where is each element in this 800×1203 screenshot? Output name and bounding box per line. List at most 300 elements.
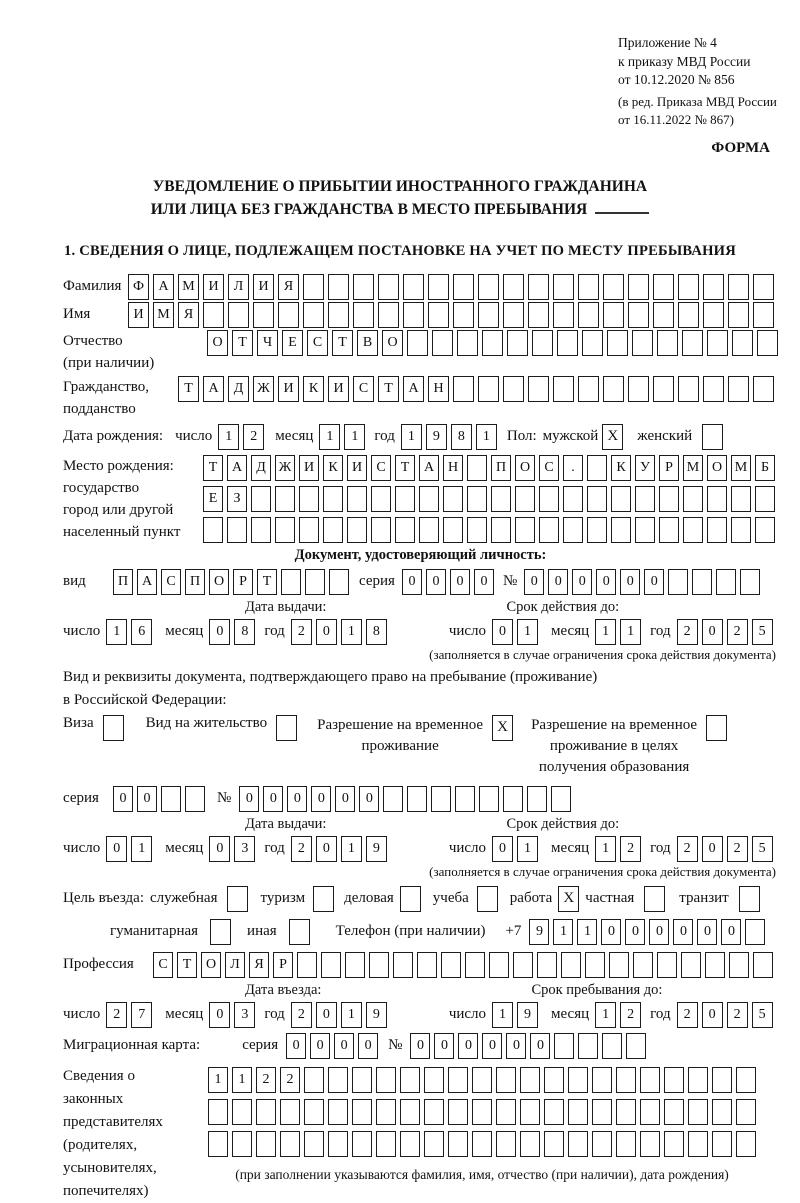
sex-female-checkbox[interactable] xyxy=(702,424,723,450)
stay-year-cell[interactable]: 5 xyxy=(752,1002,773,1028)
name-cell[interactable]: Я xyxy=(178,302,199,328)
permit-issue-year-cell[interactable]: 9 xyxy=(366,836,387,862)
representative-cell[interactable] xyxy=(592,1131,612,1157)
permit-valid-year-cell[interactable]: 0 xyxy=(702,836,723,862)
permit-series-cell[interactable] xyxy=(185,786,205,812)
id-valid-month-cell[interactable]: 1 xyxy=(595,619,616,645)
id-issue-year-cell[interactable]: 1 xyxy=(341,619,362,645)
sex-male-checkbox[interactable]: X xyxy=(602,424,623,450)
mig-number-cell[interactable]: 0 xyxy=(410,1033,430,1059)
citizenship-cell[interactable]: К xyxy=(303,376,324,402)
birth-year-cell[interactable]: 8 xyxy=(451,424,472,450)
citizenship-cell[interactable]: А xyxy=(403,376,424,402)
phone-cell[interactable]: 1 xyxy=(553,919,573,945)
stay-year-cell[interactable]: 2 xyxy=(727,1002,748,1028)
phone-cell[interactable] xyxy=(745,919,765,945)
doc-type-cell[interactable]: П xyxy=(113,569,133,595)
birth-place-cell[interactable] xyxy=(683,517,703,543)
patronymic-cell[interactable] xyxy=(657,330,678,356)
temp-permit-checkbox[interactable]: X xyxy=(492,715,513,741)
birth-place-cell[interactable] xyxy=(467,455,487,481)
surname-cell[interactable] xyxy=(528,274,549,300)
id-number-cell[interactable]: 0 xyxy=(596,569,616,595)
doc-type-cell[interactable] xyxy=(281,569,301,595)
representative-cell[interactable] xyxy=(304,1131,324,1157)
name-cell[interactable] xyxy=(753,302,774,328)
surname-cell[interactable] xyxy=(353,274,374,300)
birth-place-cell[interactable] xyxy=(395,486,415,512)
surname-cell[interactable] xyxy=(603,274,624,300)
doc-type-cell[interactable]: П xyxy=(185,569,205,595)
representative-cell[interactable] xyxy=(328,1067,348,1093)
birth-place-cell[interactable] xyxy=(635,517,655,543)
id-number-cell[interactable]: 0 xyxy=(572,569,592,595)
residence-permit-checkbox[interactable] xyxy=(276,715,297,741)
representative-cell[interactable] xyxy=(448,1099,468,1125)
stay-month-cell[interactable]: 2 xyxy=(620,1002,641,1028)
birth-place-cell[interactable]: М xyxy=(683,455,703,481)
birth-place-cell[interactable] xyxy=(707,486,727,512)
profession-cell[interactable] xyxy=(633,952,653,978)
surname-cell[interactable] xyxy=(553,274,574,300)
birth-place-cell[interactable] xyxy=(587,486,607,512)
citizenship-cell[interactable]: Т xyxy=(178,376,199,402)
profession-cell[interactable] xyxy=(489,952,509,978)
citizenship-cell[interactable]: А xyxy=(203,376,224,402)
entry-month-cell[interactable]: 3 xyxy=(234,1002,255,1028)
representative-cell[interactable] xyxy=(568,1099,588,1125)
profession-cell[interactable] xyxy=(441,952,461,978)
representative-cell[interactable] xyxy=(328,1099,348,1125)
surname-cell[interactable] xyxy=(403,274,424,300)
permit-number-cell[interactable]: 0 xyxy=(311,786,331,812)
purpose-work-checkbox[interactable]: X xyxy=(558,886,579,912)
representative-cell[interactable] xyxy=(736,1067,756,1093)
citizenship-cell[interactable] xyxy=(528,376,549,402)
id-number-cell[interactable]: 0 xyxy=(524,569,544,595)
surname-cell[interactable]: И xyxy=(203,274,224,300)
mig-series-cell[interactable]: 0 xyxy=(286,1033,306,1059)
profession-cell[interactable] xyxy=(393,952,413,978)
representative-cell[interactable] xyxy=(568,1131,588,1157)
representative-cell[interactable]: 2 xyxy=(256,1067,276,1093)
name-cell[interactable] xyxy=(728,302,749,328)
name-cell[interactable] xyxy=(353,302,374,328)
patronymic-cell[interactable]: С xyxy=(307,330,328,356)
representative-cell[interactable] xyxy=(352,1099,372,1125)
representative-cell[interactable] xyxy=(376,1067,396,1093)
entry-year-cell[interactable]: 0 xyxy=(316,1002,337,1028)
patronymic-cell[interactable]: В xyxy=(357,330,378,356)
birth-place-cell[interactable]: О xyxy=(515,455,535,481)
name-cell[interactable] xyxy=(328,302,349,328)
permit-issue-month-cell[interactable]: 0 xyxy=(209,836,230,862)
name-cell[interactable] xyxy=(453,302,474,328)
birth-place-cell[interactable]: И xyxy=(347,455,367,481)
entry-day-cell[interactable]: 2 xyxy=(106,1002,127,1028)
stay-month-cell[interactable]: 1 xyxy=(595,1002,616,1028)
patronymic-cell[interactable] xyxy=(582,330,603,356)
mig-series-cell[interactable]: 0 xyxy=(334,1033,354,1059)
id-valid-year-cell[interactable]: 5 xyxy=(752,619,773,645)
birth-place-cell[interactable] xyxy=(371,486,391,512)
name-cell[interactable] xyxy=(228,302,249,328)
birth-place-cell[interactable] xyxy=(347,486,367,512)
name-cell[interactable] xyxy=(678,302,699,328)
birth-place-cell[interactable] xyxy=(707,517,727,543)
phone-cell[interactable]: 9 xyxy=(529,919,549,945)
profession-cell[interactable] xyxy=(417,952,437,978)
patronymic-cell[interactable] xyxy=(707,330,728,356)
permit-issue-day-cell[interactable]: 0 xyxy=(106,836,127,862)
citizenship-cell[interactable] xyxy=(628,376,649,402)
name-cell[interactable] xyxy=(653,302,674,328)
profession-cell[interactable] xyxy=(561,952,581,978)
birth-place-cell[interactable] xyxy=(659,517,679,543)
profession-cell[interactable] xyxy=(345,952,365,978)
id-number-cell[interactable]: 0 xyxy=(620,569,640,595)
id-series-cell[interactable]: 0 xyxy=(426,569,446,595)
id-valid-month-cell[interactable]: 1 xyxy=(620,619,641,645)
permit-issue-year-cell[interactable]: 2 xyxy=(291,836,312,862)
purpose-official-checkbox[interactable] xyxy=(227,886,248,912)
patronymic-cell[interactable] xyxy=(557,330,578,356)
birth-day-cell[interactable]: 2 xyxy=(243,424,264,450)
surname-cell[interactable]: И xyxy=(253,274,274,300)
permit-valid-year-cell[interactable]: 2 xyxy=(677,836,698,862)
phone-cell[interactable]: 0 xyxy=(649,919,669,945)
citizenship-cell[interactable]: Н xyxy=(428,376,449,402)
citizenship-cell[interactable] xyxy=(653,376,674,402)
id-valid-day-cell[interactable]: 0 xyxy=(492,619,513,645)
profession-cell[interactable]: Я xyxy=(249,952,269,978)
name-cell[interactable] xyxy=(303,302,324,328)
profession-cell[interactable] xyxy=(465,952,485,978)
name-cell[interactable] xyxy=(203,302,224,328)
permit-number-cell[interactable]: 0 xyxy=(239,786,259,812)
permit-number-cell[interactable] xyxy=(431,786,451,812)
patronymic-cell[interactable] xyxy=(407,330,428,356)
birth-place-cell[interactable] xyxy=(515,486,535,512)
mig-number-cell[interactable] xyxy=(578,1033,598,1059)
mig-series-cell[interactable]: 0 xyxy=(310,1033,330,1059)
name-cell[interactable]: И xyxy=(128,302,149,328)
representative-cell[interactable] xyxy=(472,1067,492,1093)
surname-cell[interactable] xyxy=(428,274,449,300)
profession-cell[interactable]: О xyxy=(201,952,221,978)
representative-cell[interactable] xyxy=(736,1131,756,1157)
permit-number-cell[interactable] xyxy=(407,786,427,812)
surname-cell[interactable] xyxy=(478,274,499,300)
representative-cell[interactable] xyxy=(688,1131,708,1157)
citizenship-cell[interactable]: Т xyxy=(378,376,399,402)
birth-place-cell[interactable]: Ж xyxy=(275,455,295,481)
citizenship-cell[interactable]: И xyxy=(278,376,299,402)
entry-day-cell[interactable]: 7 xyxy=(131,1002,152,1028)
representative-cell[interactable] xyxy=(664,1067,684,1093)
permit-series-cell[interactable]: 0 xyxy=(113,786,133,812)
representative-cell[interactable] xyxy=(256,1099,276,1125)
mig-number-cell[interactable] xyxy=(602,1033,622,1059)
representative-cell[interactable] xyxy=(376,1099,396,1125)
representative-cell[interactable] xyxy=(520,1131,540,1157)
profession-cell[interactable] xyxy=(681,952,701,978)
birth-month-cell[interactable]: 1 xyxy=(344,424,365,450)
citizenship-cell[interactable]: С xyxy=(353,376,374,402)
id-issue-year-cell[interactable]: 0 xyxy=(316,619,337,645)
id-issue-day-cell[interactable]: 1 xyxy=(106,619,127,645)
profession-cell[interactable] xyxy=(513,952,533,978)
purpose-private-checkbox[interactable] xyxy=(644,886,665,912)
surname-cell[interactable] xyxy=(753,274,774,300)
representative-cell[interactable] xyxy=(424,1067,444,1093)
representative-cell[interactable] xyxy=(712,1131,732,1157)
birth-place-cell[interactable] xyxy=(227,517,247,543)
patronymic-cell[interactable] xyxy=(632,330,653,356)
stay-year-cell[interactable]: 0 xyxy=(702,1002,723,1028)
profession-cell[interactable] xyxy=(321,952,341,978)
permit-number-cell[interactable] xyxy=(503,786,523,812)
patronymic-cell[interactable] xyxy=(432,330,453,356)
id-valid-year-cell[interactable]: 2 xyxy=(677,619,698,645)
birth-place-cell[interactable] xyxy=(755,486,775,512)
birth-place-cell[interactable] xyxy=(731,517,751,543)
purpose-study-checkbox[interactable] xyxy=(477,886,498,912)
doc-type-cell[interactable]: О xyxy=(209,569,229,595)
permit-valid-day-cell[interactable]: 0 xyxy=(492,836,513,862)
surname-cell[interactable] xyxy=(328,274,349,300)
name-cell[interactable] xyxy=(578,302,599,328)
permit-valid-day-cell[interactable]: 1 xyxy=(517,836,538,862)
birth-place-cell[interactable]: Д xyxy=(251,455,271,481)
profession-cell[interactable] xyxy=(297,952,317,978)
patronymic-cell[interactable]: Т xyxy=(332,330,353,356)
citizenship-cell[interactable] xyxy=(603,376,624,402)
patronymic-cell[interactable]: Ч xyxy=(257,330,278,356)
birth-place-cell[interactable] xyxy=(323,517,343,543)
entry-year-cell[interactable]: 1 xyxy=(341,1002,362,1028)
name-cell[interactable] xyxy=(378,302,399,328)
permit-valid-year-cell[interactable]: 5 xyxy=(752,836,773,862)
surname-cell[interactable]: М xyxy=(178,274,199,300)
representative-cell[interactable] xyxy=(496,1099,516,1125)
representative-cell[interactable] xyxy=(376,1131,396,1157)
mig-number-cell[interactable]: 0 xyxy=(482,1033,502,1059)
id-issue-year-cell[interactable]: 8 xyxy=(366,619,387,645)
profession-cell[interactable] xyxy=(705,952,725,978)
birth-year-cell[interactable]: 1 xyxy=(401,424,422,450)
citizenship-cell[interactable] xyxy=(503,376,524,402)
birth-place-cell[interactable] xyxy=(275,517,295,543)
citizenship-cell[interactable] xyxy=(728,376,749,402)
permit-issue-year-cell[interactable]: 0 xyxy=(316,836,337,862)
birth-place-cell[interactable] xyxy=(299,486,319,512)
citizenship-cell[interactable] xyxy=(553,376,574,402)
permit-series-cell[interactable]: 0 xyxy=(137,786,157,812)
doc-type-cell[interactable]: Т xyxy=(257,569,277,595)
representative-cell[interactable] xyxy=(208,1099,228,1125)
birth-place-cell[interactable] xyxy=(611,517,631,543)
birth-place-cell[interactable] xyxy=(275,486,295,512)
permit-number-cell[interactable] xyxy=(455,786,475,812)
profession-cell[interactable] xyxy=(609,952,629,978)
entry-year-cell[interactable]: 2 xyxy=(291,1002,312,1028)
surname-cell[interactable]: Я xyxy=(278,274,299,300)
birth-place-cell[interactable] xyxy=(731,486,751,512)
representative-cell[interactable] xyxy=(424,1131,444,1157)
permit-number-cell[interactable]: 0 xyxy=(359,786,379,812)
birth-place-cell[interactable] xyxy=(395,517,415,543)
representative-cell[interactable] xyxy=(208,1131,228,1157)
profession-cell[interactable] xyxy=(753,952,773,978)
patronymic-cell[interactable] xyxy=(682,330,703,356)
doc-type-cell[interactable]: Р xyxy=(233,569,253,595)
mig-series-cell[interactable]: 0 xyxy=(358,1033,378,1059)
surname-cell[interactable] xyxy=(628,274,649,300)
id-valid-year-cell[interactable]: 2 xyxy=(727,619,748,645)
id-issue-month-cell[interactable]: 0 xyxy=(209,619,230,645)
birth-place-cell[interactable]: С xyxy=(539,455,559,481)
birth-month-cell[interactable]: 1 xyxy=(319,424,340,450)
patronymic-cell[interactable]: Е xyxy=(282,330,303,356)
visa-checkbox[interactable] xyxy=(103,715,124,741)
citizenship-cell[interactable] xyxy=(478,376,499,402)
purpose-tourism-checkbox[interactable] xyxy=(313,886,334,912)
surname-cell[interactable] xyxy=(703,274,724,300)
representative-cell[interactable] xyxy=(520,1067,540,1093)
representative-cell[interactable] xyxy=(520,1099,540,1125)
birth-place-cell[interactable] xyxy=(419,517,439,543)
representative-cell[interactable]: 2 xyxy=(280,1067,300,1093)
surname-cell[interactable] xyxy=(503,274,524,300)
id-series-cell[interactable]: 0 xyxy=(474,569,494,595)
purpose-transit-checkbox[interactable] xyxy=(739,886,760,912)
birth-place-cell[interactable]: Е xyxy=(203,486,223,512)
permit-number-cell[interactable] xyxy=(527,786,547,812)
representative-cell[interactable] xyxy=(232,1099,252,1125)
patronymic-cell[interactable] xyxy=(532,330,553,356)
permit-number-cell[interactable] xyxy=(551,786,571,812)
birth-year-cell[interactable]: 1 xyxy=(476,424,497,450)
citizenship-cell[interactable] xyxy=(453,376,474,402)
stay-year-cell[interactable]: 2 xyxy=(677,1002,698,1028)
birth-place-cell[interactable]: . xyxy=(563,455,583,481)
birth-place-cell[interactable]: Б xyxy=(755,455,775,481)
representative-cell[interactable]: 1 xyxy=(232,1067,252,1093)
surname-cell[interactable] xyxy=(653,274,674,300)
representative-cell[interactable] xyxy=(592,1099,612,1125)
permit-issue-year-cell[interactable]: 1 xyxy=(341,836,362,862)
profession-cell[interactable] xyxy=(657,952,677,978)
doc-type-cell[interactable] xyxy=(305,569,325,595)
id-valid-day-cell[interactable]: 1 xyxy=(517,619,538,645)
birth-day-cell[interactable]: 1 xyxy=(218,424,239,450)
representative-cell[interactable] xyxy=(616,1067,636,1093)
birth-place-cell[interactable] xyxy=(683,486,703,512)
id-issue-month-cell[interactable]: 8 xyxy=(234,619,255,645)
profession-cell[interactable] xyxy=(729,952,749,978)
surname-cell[interactable]: А xyxy=(153,274,174,300)
representative-cell[interactable] xyxy=(544,1067,564,1093)
permit-number-cell[interactable] xyxy=(383,786,403,812)
representative-cell[interactable] xyxy=(304,1067,324,1093)
representative-cell[interactable] xyxy=(400,1067,420,1093)
mig-number-cell[interactable]: 0 xyxy=(530,1033,550,1059)
representative-cell[interactable] xyxy=(400,1131,420,1157)
representative-cell[interactable] xyxy=(616,1131,636,1157)
name-cell[interactable] xyxy=(628,302,649,328)
surname-cell[interactable] xyxy=(578,274,599,300)
purpose-humanitarian-checkbox[interactable] xyxy=(210,919,231,945)
id-series-cell[interactable]: 0 xyxy=(402,569,422,595)
name-cell[interactable] xyxy=(478,302,499,328)
id-number-cell[interactable] xyxy=(740,569,760,595)
birth-place-cell[interactable]: А xyxy=(419,455,439,481)
representative-cell[interactable] xyxy=(688,1067,708,1093)
birth-place-cell[interactable]: М xyxy=(731,455,751,481)
id-issue-day-cell[interactable]: 6 xyxy=(131,619,152,645)
citizenship-cell[interactable] xyxy=(753,376,774,402)
birth-place-cell[interactable] xyxy=(611,486,631,512)
birth-place-cell[interactable] xyxy=(467,486,487,512)
birth-place-cell[interactable] xyxy=(299,517,319,543)
birth-place-cell[interactable] xyxy=(491,486,511,512)
permit-number-cell[interactable]: 0 xyxy=(335,786,355,812)
id-valid-year-cell[interactable]: 0 xyxy=(702,619,723,645)
mig-number-cell[interactable]: 0 xyxy=(434,1033,454,1059)
purpose-business-checkbox[interactable] xyxy=(400,886,421,912)
permit-number-cell[interactable]: 0 xyxy=(263,786,283,812)
representative-cell[interactable] xyxy=(664,1099,684,1125)
birth-place-cell[interactable] xyxy=(251,517,271,543)
birth-place-cell[interactable] xyxy=(443,517,463,543)
birth-place-cell[interactable] xyxy=(515,517,535,543)
representative-cell[interactable] xyxy=(496,1067,516,1093)
phone-cell[interactable]: 0 xyxy=(721,919,741,945)
representative-cell[interactable] xyxy=(352,1131,372,1157)
mig-number-cell[interactable] xyxy=(554,1033,574,1059)
name-cell[interactable] xyxy=(603,302,624,328)
birth-place-cell[interactable] xyxy=(203,517,223,543)
birth-year-cell[interactable]: 9 xyxy=(426,424,447,450)
patronymic-cell[interactable]: О xyxy=(382,330,403,356)
id-number-cell[interactable] xyxy=(692,569,712,595)
birth-place-cell[interactable]: К xyxy=(611,455,631,481)
representative-cell[interactable] xyxy=(712,1067,732,1093)
citizenship-cell[interactable]: Д xyxy=(228,376,249,402)
id-number-cell[interactable] xyxy=(668,569,688,595)
birth-place-cell[interactable]: Т xyxy=(395,455,415,481)
representative-cell[interactable] xyxy=(592,1067,612,1093)
permit-series-cell[interactable] xyxy=(161,786,181,812)
representative-cell[interactable] xyxy=(544,1131,564,1157)
id-number-cell[interactable]: 0 xyxy=(644,569,664,595)
name-cell[interactable] xyxy=(528,302,549,328)
surname-cell[interactable]: Ф xyxy=(128,274,149,300)
birth-place-cell[interactable] xyxy=(587,455,607,481)
patronymic-cell[interactable] xyxy=(607,330,628,356)
birth-place-cell[interactable] xyxy=(659,486,679,512)
surname-cell[interactable]: Л xyxy=(228,274,249,300)
temp-permit-edu-checkbox[interactable] xyxy=(706,715,727,741)
citizenship-cell[interactable]: И xyxy=(328,376,349,402)
permit-valid-month-cell[interactable]: 1 xyxy=(595,836,616,862)
name-cell[interactable] xyxy=(428,302,449,328)
birth-place-cell[interactable] xyxy=(563,517,583,543)
patronymic-cell[interactable] xyxy=(482,330,503,356)
name-cell[interactable] xyxy=(278,302,299,328)
permit-valid-month-cell[interactable]: 2 xyxy=(620,836,641,862)
